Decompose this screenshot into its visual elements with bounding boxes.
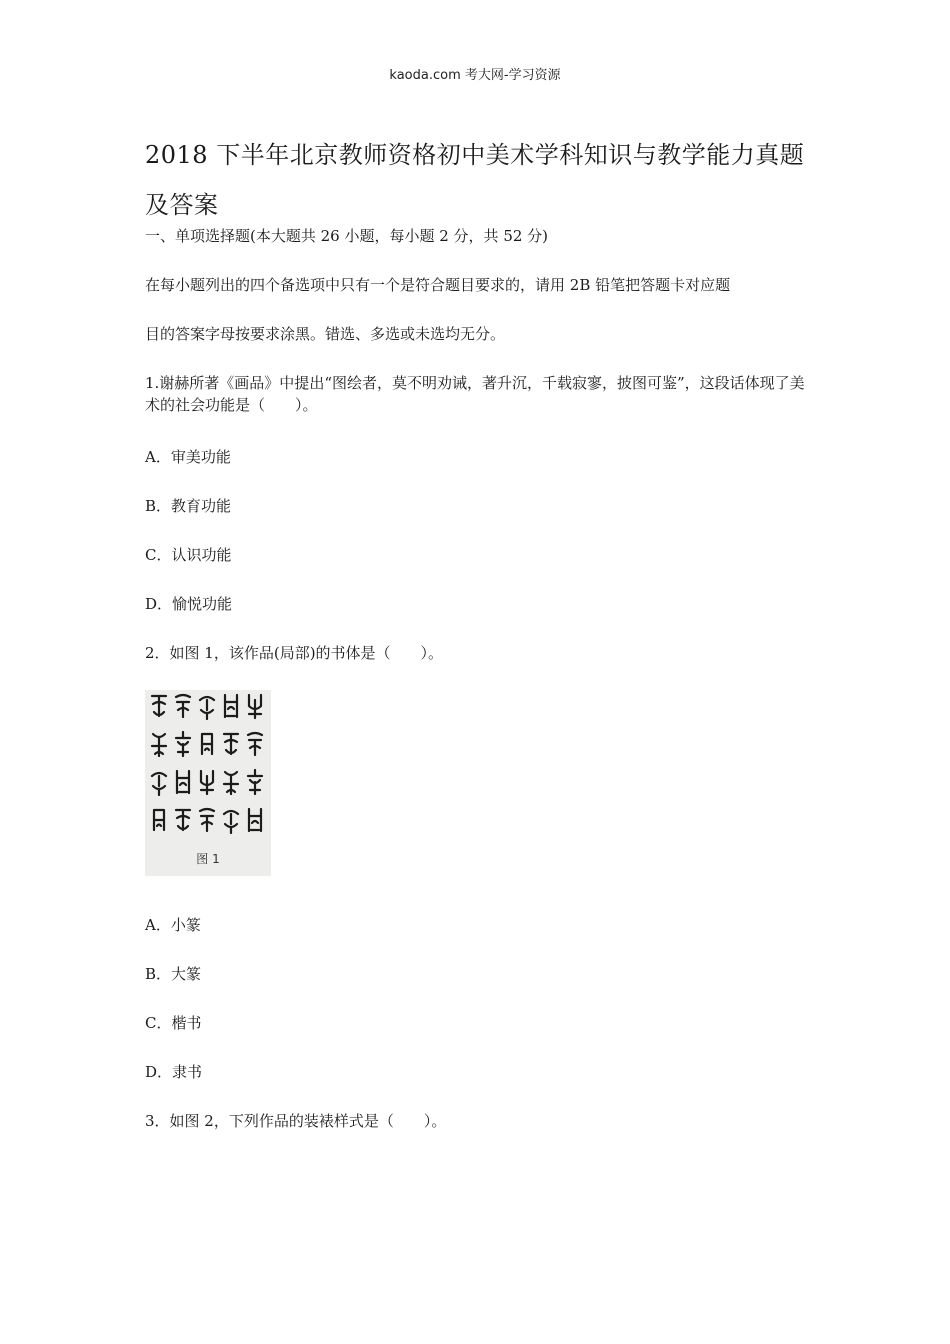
seal-glyph	[221, 768, 241, 796]
seal-glyph	[245, 806, 265, 834]
seal-glyph	[149, 730, 169, 758]
question-2-option-a: A．小篆	[145, 916, 201, 934]
figure-caption: 图 1	[196, 852, 220, 866]
seal-glyph	[221, 806, 241, 834]
seal-glyph	[245, 730, 265, 758]
question-2-option-b: B．大篆	[145, 965, 202, 983]
question-2-option-d: D．隶书	[145, 1063, 203, 1081]
seal-glyph	[149, 768, 169, 796]
seal-glyph	[197, 768, 217, 796]
question-3-stem: 3．如图 2，下列作品的装裱样式是（ ）。	[145, 1112, 447, 1130]
seal-glyph	[197, 806, 217, 834]
seal-glyph	[197, 692, 217, 720]
question-1-option-d: D．愉悦功能	[145, 595, 233, 613]
question-1-option-c: C．认识功能	[145, 546, 232, 564]
seal-glyph	[173, 806, 193, 834]
instruction-line-2: 目的答案字母按要求涂黑。错选、多选或未选均无分。	[145, 325, 506, 343]
seal-glyph	[197, 730, 217, 758]
section-heading: 一、单项选择题(本大题共 26 小题，每小题 2 分，共 52 分)	[145, 227, 549, 245]
seal-glyph	[221, 730, 241, 758]
instruction-line-1: 在每小题列出的四个备选项中只有一个是符合题目要求的，请用 2B 铅笔把答题卡对应题	[145, 276, 731, 294]
seal-script-figure	[145, 690, 271, 876]
seal-glyph	[173, 768, 193, 796]
question-1-option-b: B．教育功能	[145, 497, 232, 515]
seal-glyph	[245, 692, 265, 720]
seal-glyph	[221, 692, 241, 720]
seal-glyph	[149, 806, 169, 834]
question-1-option-a: A．审美功能	[145, 448, 231, 466]
question-1-stem: 1.谢赫所著《画品》中提出“图绘者，莫不明劝诫，著升沉，千载寂寥，披图可鉴”，这段话体现了美术的社会功能是（ ）。	[145, 374, 805, 414]
question-2-stem: 2．如图 1，该作品(局部)的书体是（ ）。	[145, 644, 444, 662]
seal-glyph	[149, 692, 169, 720]
page-header: kaoda.com 考大网-学习资源	[389, 68, 561, 83]
seal-glyph	[173, 730, 193, 758]
seal-glyph	[173, 692, 193, 720]
seal-glyph	[245, 768, 265, 796]
document-title: 2018 下半年北京教师资格初中美术学科知识与教学能力真题及答案	[145, 141, 805, 219]
question-2-option-c: C．楷书	[145, 1014, 202, 1032]
